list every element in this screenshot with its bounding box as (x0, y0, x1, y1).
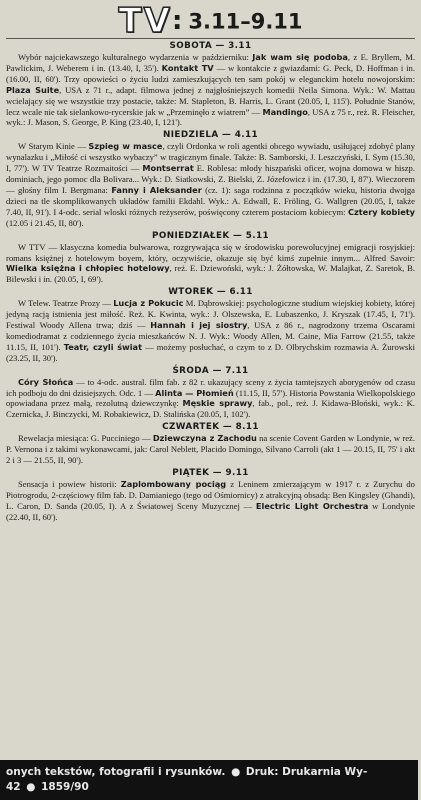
footer-line-1 (6, 765, 421, 780)
program-entry: W Starym Kinie — Szpieg w masce, czyli Ordonka w roli agentki obcego wywiadu, usiłującej zdobyć plany wynalazku i „Miłość ci wszystko wybaczy” w tragicznym finale. Także: B. Samborski, J. Leszczyński, I. Sym (15.30, I, 77'). W TV Teatrze Rozmaitości — Montserrat E. Roblesa: młody hiszpański oficer, wojna domowa w hiszp. dominiach, jego pomoc dla Bolivara... Wyk.: D. Siatkowski, Z. Bielski, Z. Józefowicz i in. (17.30, I, 87'). Wieczorem — głośny film I. Bergmana: Fanny i Aleksander (cz. 1): saga rodzinna z początków wieku, historia dwojga dzieci na tle skomplikowanych układów familii Ekdahl. Wyk.: A. Edwall, E. Fröling, G. Wallgren (20.05, I, także 7.40, II, 91'). I 4-odc. serial wloski różnych reżyserów, poświęcony czterem postaciom kobiecym: Cztery kobiety (12.05 i 21.45, II, 80'). (6, 141, 416, 228)
program-entry: Sensacja i powiew historii: Zaplombowany pociąg z Leninem zmierzającym w 1917 r. z Zurychu do Piotrogrodu, 2-częściowy film fab. D. Damianiego (tego od Ośmiornicy) z atrakcyjną obsadą: Ben Kingsley (Ghandi), L. Caron, D. Sanda (20.05, I). A z Światowej Sceny Muzycznej — Electric Light Orchestra w Londynie (22.40, II, 60'). (6, 479, 415, 522)
day-heading: WTOREK — 6.11 (168, 287, 253, 298)
program-entry: Rewelacja miesiąca: G. Pucciniego — Dziewczyna z Zachodu na scenie Covent Garden w Londynie, w reż. P. Vernona i z takimi wykonawcami, jak: Carol Neblett, Placido Domingo, Silvano Carroli (akt 1 — 20.15, II, 75' i akt 2 i 3 — 21.55, II, 90'). (6, 433, 415, 466)
day-heading: NIEDZIELA — 4.11 (162, 130, 259, 141)
day-heading: PONIEDZIAŁEK — 5.11 (151, 230, 270, 241)
day-heading: PIĄTEK — 9.11 (172, 468, 249, 478)
program-entry: W TTV — klasyczna komedia bulwarowa, rozgrywająca się w środowisku porewolucyjnej emigracji rosyjskiej: romans księżnej z hotelowym boyem, który, oczywiście, okazuje się być kimś zupełnie innym... Alfred Savoir: Wielka księżna i chłopiec hotelowy, reż. E. Dziewoński, wyk.: J. Żółtowska, W. Malajkat, Z. Saretok, B. Bilewski i in. (20.05, I, 69'). (6, 241, 415, 285)
tv-logo: TV (118, 1, 172, 42)
footer-line-2 (6, 780, 421, 795)
program-entry: W Telew. Teatrze Prozy — Lucja z Pokucic M. Dąbrowskiej: psychologiczne studium wiejskiej kobiety, której jedyną racją istnienia jest miłość. Reż. K. Kwinta, wyk.: J. Olszewska, E. Lubaszenko, J. Kryszak (17.45, I, 71'). Festiwal Woody Allena trwa; dziś — Hannah i jej siostry, USA z 86 r., nagrodzony trzema Oscarami komediodramat z codziennego życia mieszkańców N. J. Wyk.: Woody Allen, M. Caine, Mia Farrow (21.55, także 11.15, II, 101'). Teatr, czyli świat — możemy posłuchać, o czym to z D. Olbrychskim rozmawia A. Żurowski (23.25, II, 30'). (6, 298, 416, 363)
print-footer (0, 760, 421, 800)
footer-number: 42 (6, 781, 21, 793)
day-heading: CZWARTEK — 8.11 (162, 422, 259, 433)
date-range: 3.11–9.11 (188, 9, 303, 34)
day-heading: SOBOTA — 3.11 (169, 41, 252, 51)
program-entry: Wybór najciekawszego kulturalnego wydarzenia w październiku: Jak wam się podoba, z E. Bryllem, M. Pawlickim, J. Weberem i in. (13.40, I, 35'). Kontakt TV — w kontakcie z gwiazdami: G. Peck, D. Hoffman i in. (16.00, II, 60'). Trzy opowieści o życiu ludzi zamieszkujących ten sam pokój w eleganckim hotelu nowojorskim: Plaza Suite, USA z 71 r., adapt. filmowa jednej z najgłośniejszych komedii Neila Simona. Wyk.: W. Mattau wcielający się we wszystkie trzy postacie, także: M. Stapleton, B. Harris, L. Grant (20.05, I, 115'). Południe Stanów, lecz wcale nie tak sielankowo-rycerskie jak w „Przeminęło z wiatrem” — Mandingo, USA z 75 r., reż. R. Fleischer, wyk.: J. Mason, S. George, P. King (23.40, I, 121'). (6, 52, 415, 128)
day-heading: ŚRODA — 7.11 (172, 365, 249, 376)
footer-printer: Druk: Drukarnia Wy- (245, 766, 368, 778)
program-entry: Córy Słońca — to 4-odc. austral. film fab. z 82 r. ukazujący sceny z życia tamtejszych aborygenów od czasu ich podboju do dni dzisiejszych. Odc. 1 — Alinta — Płomień (11.15, II, 57'). Historia Powstania Wielkopolskiego opowiadana przez małą, rezolutną dziewczynkę: Męskie sprawy, fab., pol., reż. J. Kidawa-Błoński, wyk.: K. Czernicka, J. Binczycki, M. Robakiewicz, D. Stalińska (20.05, I, 102'). (6, 376, 416, 420)
footer-text: onych tekstów, fotografii i rysunków. (6, 766, 226, 778)
bullet-icon: ● (26, 781, 36, 793)
schedule (6, 41, 415, 523)
masthead (6, 1, 415, 42)
masthead-colon: : (171, 6, 183, 37)
footer-code: 1859/90 (41, 781, 89, 793)
bullet-icon: ● (231, 766, 241, 778)
